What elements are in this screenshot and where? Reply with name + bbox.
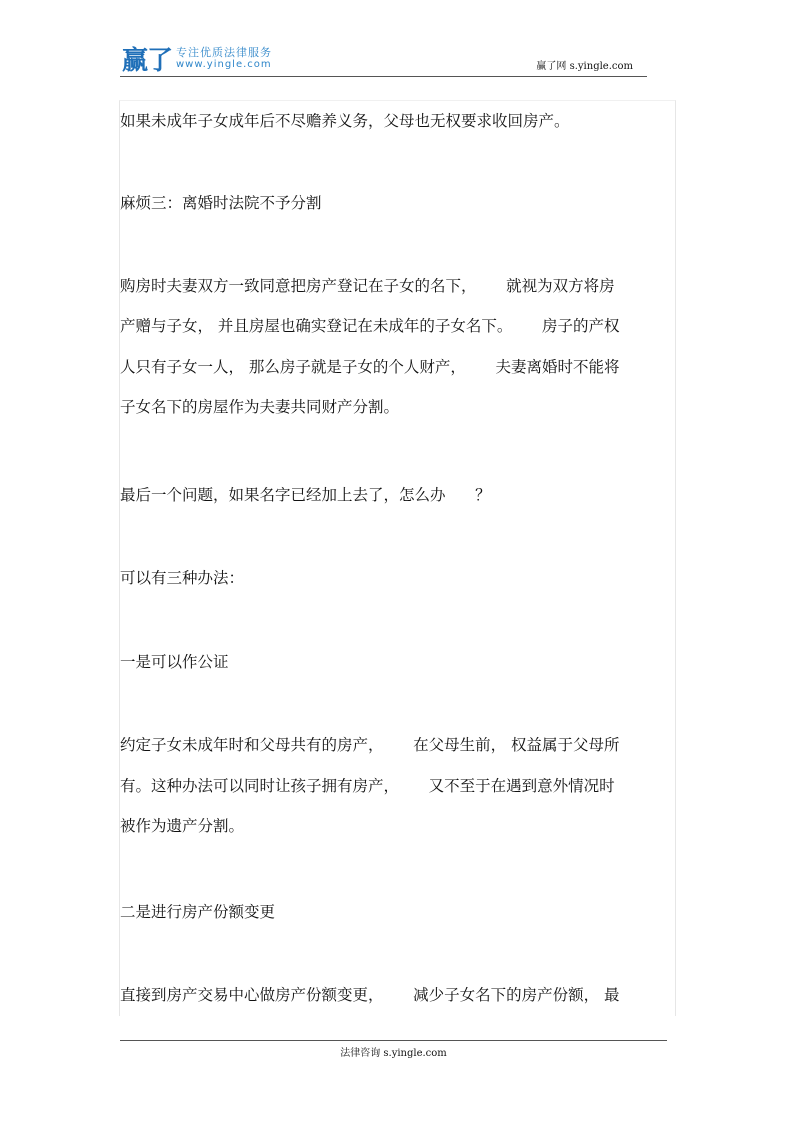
logo-url: www.yingle.com — [176, 59, 272, 70]
paragraph-line: 有。这种办法可以同时让孩子拥有房产， 又不至于在遇到意外情况时 — [120, 777, 615, 795]
paragraph-line: 约定子女未成年时和父母共有的房产， 在父母生前， 权益属于父母所 — [120, 736, 620, 754]
paragraph-line: 如果未成年子女成年后不尽赡养义务，父母也无权要求收回房产。 — [120, 112, 570, 130]
logo-slogan: 专注优质法律服务 — [176, 46, 272, 59]
header-site-link[interactable]: 赢了网 s.yingle.com — [536, 61, 633, 72]
page-footer — [120, 1040, 667, 1061]
page-header — [120, 40, 647, 77]
paragraph-line: 被作为遗产分割。 — [120, 817, 245, 835]
paragraph-line: 购房时夫妻双方一致同意把房产登记在子女的名下， 就视为双方将房 — [120, 277, 615, 295]
section-heading: 麻烦三：离婚时法院不予分割 — [120, 194, 322, 212]
paragraph-line: 子女名下的房屋作为夫妻共同财产分割。 — [120, 398, 400, 416]
paragraph-line: 最后一个问题，如果名字已经加上去了，怎么办 ？ — [120, 486, 491, 504]
paragraph-line: 直接到房产交易中心做房产份额变更， 减少子女名下的房产份额， 最 — [120, 986, 620, 1004]
logo-wordmark: 赢了 — [122, 46, 173, 76]
paragraph-line: 人只有子女一人， 那么房子就是子女的个人财产， 夫妻离婚时不能将 — [120, 358, 620, 376]
section-heading: 二是进行房产份额变更 — [120, 903, 276, 921]
paragraph-line: 可以有三种办法： — [120, 569, 245, 587]
section-heading: 一是可以作公证 — [120, 653, 229, 671]
paragraph-line: 产赠与子女， 并且房屋也确实登记在未成年的子女名下。 房子的产权 — [120, 317, 620, 335]
footer-site-link[interactable]: 法律咨询 s.yingle.com — [340, 1048, 447, 1059]
